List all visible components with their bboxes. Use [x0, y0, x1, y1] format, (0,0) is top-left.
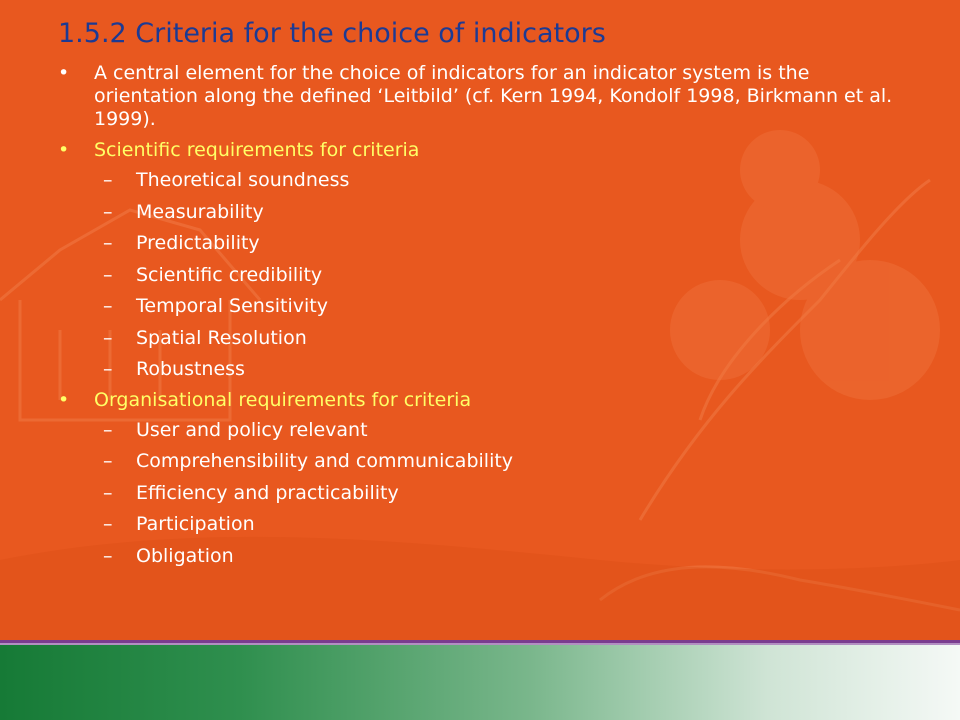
dash-icon: –	[103, 326, 113, 349]
sub-list-scientific	[56, 165, 916, 386]
dash-icon: –	[103, 481, 113, 504]
sub-item-text: Obligation	[136, 544, 234, 567]
dash-icon: –	[103, 200, 113, 223]
bullet-text: A central element for the choice of indicators for an indicator system is the orientation along the defined ‘Leitbild’ (cf. Kern 1994, Kondolf 1998, Birkmann et al. 1999).	[94, 62, 893, 130]
sub-item-text: Scientific credibility	[136, 263, 323, 286]
sub-item-text: Predictability	[136, 232, 260, 254]
bullet-icon: •	[58, 139, 70, 161]
bullet-text: Scientific requirements for criteria	[94, 139, 420, 161]
sub-item-text: Temporal Sensitivity	[136, 295, 328, 317]
dash-icon: –	[103, 513, 113, 535]
dash-icon: –	[103, 295, 113, 317]
sub-item-text: Robustness	[136, 358, 245, 380]
sub-item	[56, 509, 916, 541]
bullet-item	[56, 139, 916, 162]
footer-divider-line-light	[0, 643, 960, 645]
sub-item	[56, 478, 916, 510]
dash-icon: –	[103, 450, 113, 472]
bullet-item	[56, 62, 916, 131]
dash-icon: –	[103, 232, 113, 254]
sub-item-text: Measurability	[136, 200, 264, 223]
slide-title: 1.5.2 Criteria for the choice of indicators	[58, 18, 606, 49]
sub-item	[56, 415, 916, 447]
sub-item-text: Efficiency and practicability	[136, 481, 399, 504]
sub-item-text: Comprehensibility and communicability	[136, 450, 514, 472]
sub-item-text: Participation	[136, 513, 255, 535]
bullet-icon: •	[58, 62, 70, 84]
sub-item	[56, 446, 916, 478]
sub-item	[56, 541, 916, 573]
sub-item-text: User and policy relevant	[136, 418, 368, 441]
bullet-item	[56, 389, 916, 412]
sub-item	[56, 228, 916, 260]
dash-icon: –	[103, 358, 113, 380]
sub-list-organisational	[56, 415, 916, 573]
dash-icon: –	[103, 544, 113, 567]
footer-gradient-bar	[0, 640, 960, 720]
dash-icon: –	[103, 263, 113, 286]
slide-content	[56, 62, 916, 575]
dash-icon: –	[103, 169, 113, 191]
sub-item	[56, 354, 916, 386]
sub-item	[56, 323, 916, 355]
bullet-icon: •	[58, 388, 70, 411]
sub-item-text: Theoretical soundness	[136, 169, 350, 191]
dash-icon: –	[103, 418, 113, 441]
sub-item-text: Spatial Resolution	[136, 326, 307, 349]
sub-item	[56, 291, 916, 323]
sub-item	[56, 165, 916, 197]
bullet-text: Organisational requirements for criteria	[94, 388, 472, 411]
sub-item	[56, 260, 916, 292]
sub-item	[56, 197, 916, 229]
